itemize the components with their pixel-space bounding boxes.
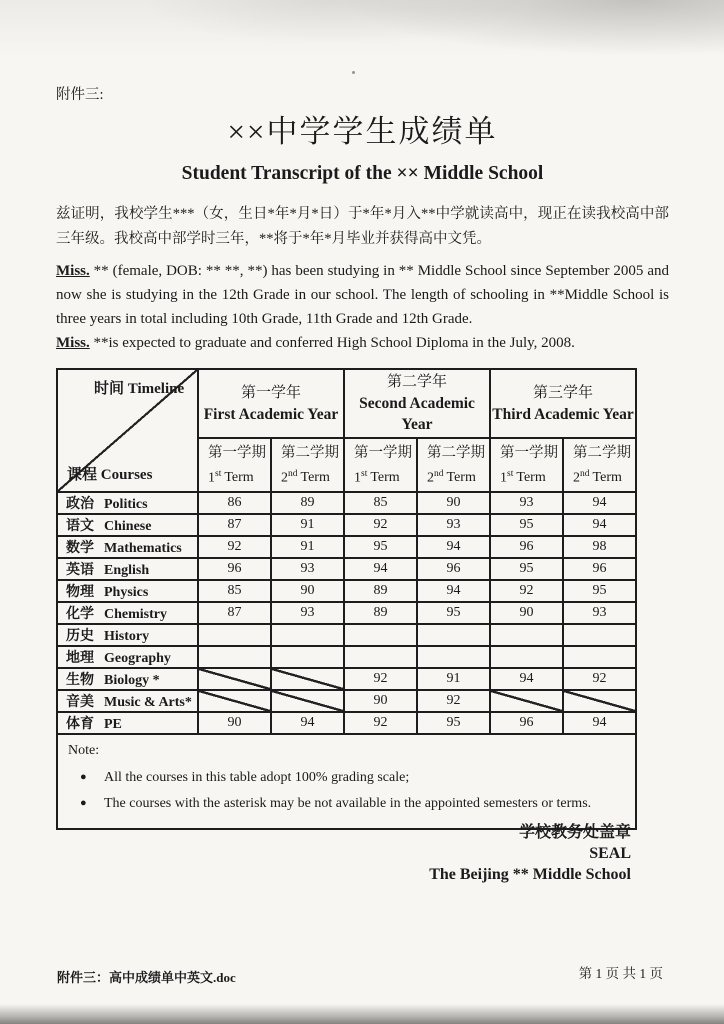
table-row: [57, 624, 636, 646]
score-cell: 98: [563, 536, 636, 558]
corner-label-courses: 课程 Courses: [67, 467, 153, 483]
score-cell: 94: [417, 536, 490, 558]
score-cell: 92: [198, 536, 271, 558]
course-name-en: English: [104, 563, 150, 578]
document-content: [56, 86, 669, 830]
table-row: [57, 536, 636, 558]
corner-cell: [57, 369, 198, 492]
course-name-zh: 语文: [66, 519, 94, 534]
score-cell: 92: [417, 690, 490, 712]
transcript-table: [56, 368, 637, 830]
score-cell: 92: [344, 712, 417, 734]
score-cell: 94: [563, 514, 636, 536]
score-cell: 95: [417, 602, 490, 624]
term-header-6: 第二学期 2nd Term: [563, 438, 636, 492]
course-name-en: Politics: [104, 497, 148, 512]
score-cell: 95: [344, 536, 417, 558]
course-name-zh: 地理: [66, 651, 94, 666]
note-item-2-text: The courses with the asterisk may be not available in the appointed semesters or terms.: [104, 796, 592, 811]
document-title-en: Student Transcript of the ×× Middle School: [181, 163, 544, 184]
note-label: Note:: [68, 743, 100, 758]
score-cell: 94: [344, 558, 417, 580]
score-cell: 89: [271, 492, 344, 514]
table-row: [57, 492, 636, 514]
course-name-en: PE: [104, 717, 122, 732]
score-cell: [198, 646, 271, 668]
year-1-en: First Academic Year: [203, 405, 339, 423]
course-cell: [57, 646, 198, 668]
crossed-out-cell: [271, 668, 344, 690]
course-cell: [57, 514, 198, 536]
term-header-2: 第二学期 2nd Term: [271, 438, 344, 492]
score-cell: 89: [344, 602, 417, 624]
note-item-1: [68, 768, 623, 787]
course-cell: [57, 492, 198, 514]
corner-label-timeline: 时间 Timeline: [94, 381, 185, 397]
score-cell: 93: [563, 602, 636, 624]
score-cell: [417, 646, 490, 668]
course-cell: [57, 712, 198, 734]
course-name-zh: 音美: [66, 695, 94, 710]
score-cell: 93: [490, 492, 563, 514]
paragraph-en-1: [56, 259, 669, 331]
table-row: [57, 690, 636, 712]
course-cell: [57, 690, 198, 712]
score-cell: 93: [417, 514, 490, 536]
bullet-icon: ●: [80, 797, 87, 809]
score-cell: 87: [198, 514, 271, 536]
score-cell: 92: [344, 668, 417, 690]
score-cell: 94: [417, 580, 490, 602]
certification-paragraph-en: [56, 259, 669, 355]
table-row: [57, 712, 636, 734]
score-cell: 91: [271, 536, 344, 558]
course-cell: [57, 536, 198, 558]
score-cell: 94: [563, 492, 636, 514]
table-body: [57, 492, 636, 734]
crossed-out-cell: [271, 690, 344, 712]
paragraph-en-2-text: **is expected to graduate and conferred High School Diploma in the July, 2008.: [89, 335, 575, 351]
seal-block: [429, 822, 631, 885]
note-item-1-text: All the courses in this table adopt 100% grading scale;: [104, 770, 410, 785]
course-cell: [57, 580, 198, 602]
score-cell: [563, 646, 636, 668]
year-2-zh: 第二学年: [387, 374, 448, 390]
course-name-zh: 政治: [66, 497, 94, 512]
score-cell: 96: [563, 558, 636, 580]
year-header-row: [57, 369, 636, 438]
course-cell: [57, 624, 198, 646]
course-name-en: Biology *: [104, 673, 160, 688]
score-cell: 85: [344, 492, 417, 514]
course-name-en: Chemistry: [104, 607, 167, 622]
score-cell: [417, 624, 490, 646]
score-cell: 90: [490, 602, 563, 624]
course-name-en: History: [104, 629, 150, 644]
footer-filename: 附件三：高中成绩单中英文.doc: [57, 970, 236, 985]
score-cell: 95: [417, 712, 490, 734]
scan-speck: [352, 71, 355, 74]
course-name-zh: 体育: [66, 717, 94, 732]
miss-lead-2: Miss.: [56, 335, 90, 351]
score-cell: 95: [563, 580, 636, 602]
paragraph-en-1-text: ** (female, DOB: ** **, **) has been studying in ** Middle School since September 2005 and now she is studying in the 12th Grade in our school. The length of schooling in **Middle School is three years in total including 10th Grade, 11th Grade and 12th Grade.: [56, 263, 669, 327]
course-cell: [57, 558, 198, 580]
table-row: [57, 646, 636, 668]
score-cell: 92: [490, 580, 563, 602]
score-cell: 86: [198, 492, 271, 514]
score-cell: 90: [344, 690, 417, 712]
score-cell: 93: [271, 602, 344, 624]
term-header-5: 第一学期 1st Term: [490, 438, 563, 492]
year-3-en: Third Academic Year: [492, 405, 634, 423]
score-cell: [344, 624, 417, 646]
score-cell: [271, 646, 344, 668]
score-cell: 90: [198, 712, 271, 734]
score-cell: 95: [490, 558, 563, 580]
course-cell: [57, 602, 198, 624]
scan-artifact-bottom: [0, 1004, 724, 1024]
year-1-zh: 第一学年: [241, 384, 302, 401]
score-cell: [271, 624, 344, 646]
year-2-en: Second Academic Year: [359, 395, 475, 433]
course-name-en: Mathematics: [104, 541, 182, 556]
course-name-zh: 数学: [66, 541, 94, 556]
seal-line-en: SEAL: [589, 845, 631, 862]
course-name-en: Chinese: [104, 519, 152, 534]
score-cell: 90: [417, 492, 490, 514]
score-cell: 87: [198, 602, 271, 624]
score-cell: 85: [198, 580, 271, 602]
score-cell: 91: [417, 668, 490, 690]
table-row: [57, 602, 636, 624]
course-name-en: Physics: [104, 585, 149, 600]
score-cell: 94: [490, 668, 563, 690]
course-cell: [57, 668, 198, 690]
footer-page-number: 第 1 页 共 1 页: [578, 966, 663, 981]
score-cell: 94: [563, 712, 636, 734]
score-cell: 90: [271, 580, 344, 602]
scan-artifact-top: [0, 0, 724, 58]
score-cell: 96: [198, 558, 271, 580]
year-header-2: [344, 369, 490, 438]
course-name-zh: 历史: [66, 629, 94, 644]
page-footer: [57, 962, 663, 986]
score-cell: [198, 624, 271, 646]
score-cell: 95: [490, 514, 563, 536]
course-name-zh: 英语: [66, 563, 94, 578]
score-cell: 96: [490, 536, 563, 558]
score-cell: 92: [344, 514, 417, 536]
certification-paragraph-zh: 兹证明，我校学生***（女，生日*年*月*日）于*年*月入**中学就读高中，现正在读我校高中部三年级。我校高中部学时三年，**将于*年*月毕业并获得高中文凭。: [56, 206, 669, 247]
attachment-label: 附件三:: [56, 87, 104, 103]
paragraph-en-2: [56, 331, 669, 355]
score-cell: 96: [490, 712, 563, 734]
table-row: [57, 668, 636, 690]
seal-line-zh: 学校教务处盖章: [518, 824, 631, 841]
crossed-out-cell: [490, 690, 563, 712]
course-name-en: Music & Arts*: [104, 695, 192, 710]
table-row: [57, 580, 636, 602]
score-cell: [563, 624, 636, 646]
crossed-out-cell: [198, 690, 271, 712]
note-cell: [57, 734, 636, 829]
score-cell: 93: [271, 558, 344, 580]
score-cell: 89: [344, 580, 417, 602]
course-name-zh: 物理: [66, 585, 94, 600]
seal-school-name: The Beijing ** Middle School: [429, 866, 631, 883]
score-cell: 96: [417, 558, 490, 580]
table-row: [57, 514, 636, 536]
year-3-zh: 第三学年: [533, 384, 594, 401]
crossed-out-cell: [563, 690, 636, 712]
crossed-out-cell: [198, 668, 271, 690]
score-cell: 91: [271, 514, 344, 536]
score-cell: [490, 624, 563, 646]
miss-lead-1: Miss.: [56, 263, 90, 279]
term-header-4: 第二学期 2nd Term: [417, 438, 490, 492]
table-row: [57, 558, 636, 580]
term-header-1: 第一学期 1st Term: [198, 438, 271, 492]
table-footer: [57, 734, 636, 829]
score-cell: 94: [271, 712, 344, 734]
course-name-en: Geography: [104, 651, 171, 666]
note-item-2: [68, 794, 623, 813]
year-header-1: [198, 369, 344, 438]
score-cell: [344, 646, 417, 668]
year-header-3: [490, 369, 636, 438]
table-header: [57, 369, 636, 492]
score-cell: [490, 646, 563, 668]
note-row: [57, 734, 636, 829]
course-name-zh: 生物: [66, 673, 94, 688]
term-header-3: 第一学期 1st Term: [344, 438, 417, 492]
course-name-zh: 化学: [66, 607, 94, 622]
document-title-zh: ××中学学生成绩单: [227, 114, 498, 149]
score-cell: 92: [563, 668, 636, 690]
bullet-icon: ●: [80, 771, 87, 783]
